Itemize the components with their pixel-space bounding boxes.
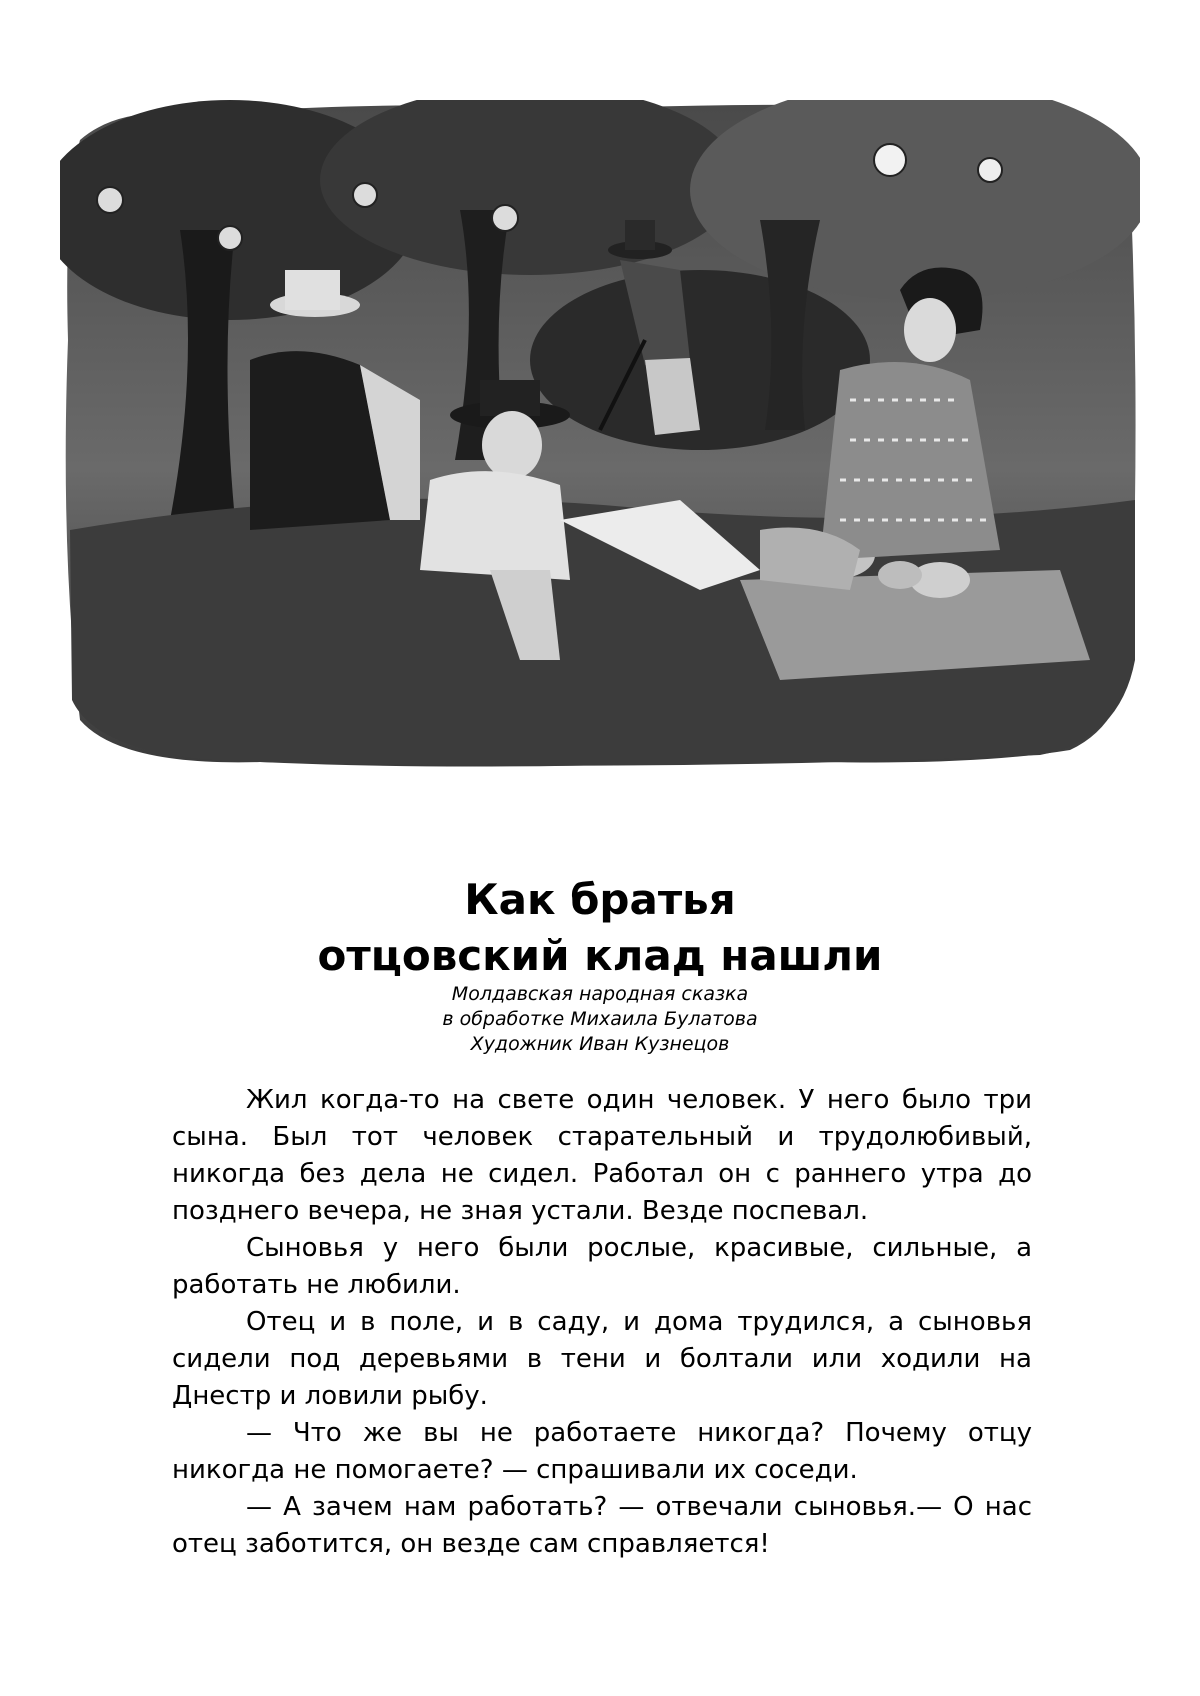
credit-line-adaptation: в обработке Михаила Булатова xyxy=(442,1008,758,1030)
credit-line-illustrator: Художник Иван Кузнецов xyxy=(470,1033,730,1055)
apple xyxy=(97,187,123,213)
paragraph: Отец и в поле, и в саду, и дома трудился, а сыновья сидели под деревьями в тени и болтали или ходили на Днестр и ловили рыбу. xyxy=(172,1307,1032,1411)
title-line: отцовский клад нашли xyxy=(317,931,883,980)
paragraph: — А зачем нам работать? — отвечали сыновья.— О нас отец заботится, он везде сам справляется! xyxy=(172,1492,1032,1559)
apple xyxy=(218,226,242,250)
bushes xyxy=(530,270,870,450)
story-text xyxy=(172,1082,1032,1563)
bread xyxy=(878,561,922,589)
story-credits xyxy=(0,982,1200,1057)
paragraph: Жил когда-то на свете один человек. У него было три сына. Был тот человек старательный и трудолюбивый, никогда без дела не сидел. Работал он с раннего утра до позднего вечера, не зная устали. Везде поспевал. xyxy=(172,1085,1032,1226)
story-title xyxy=(0,872,1200,984)
paragraph: Сыновья у него были рослые, красивые, сильные, а работать не любили. xyxy=(172,1233,1032,1300)
apple xyxy=(978,158,1002,182)
apple xyxy=(874,144,906,176)
paragraph: — Что же вы не работаете никогда? Почему отцу никогда не помогаете? — спрашивали их соседи. xyxy=(172,1418,1032,1485)
apple xyxy=(492,205,518,231)
title-line: Как братья xyxy=(464,875,736,924)
illustration xyxy=(60,100,1140,770)
credit-line-genre: Молдавская народная сказка xyxy=(451,983,749,1005)
apple xyxy=(353,183,377,207)
